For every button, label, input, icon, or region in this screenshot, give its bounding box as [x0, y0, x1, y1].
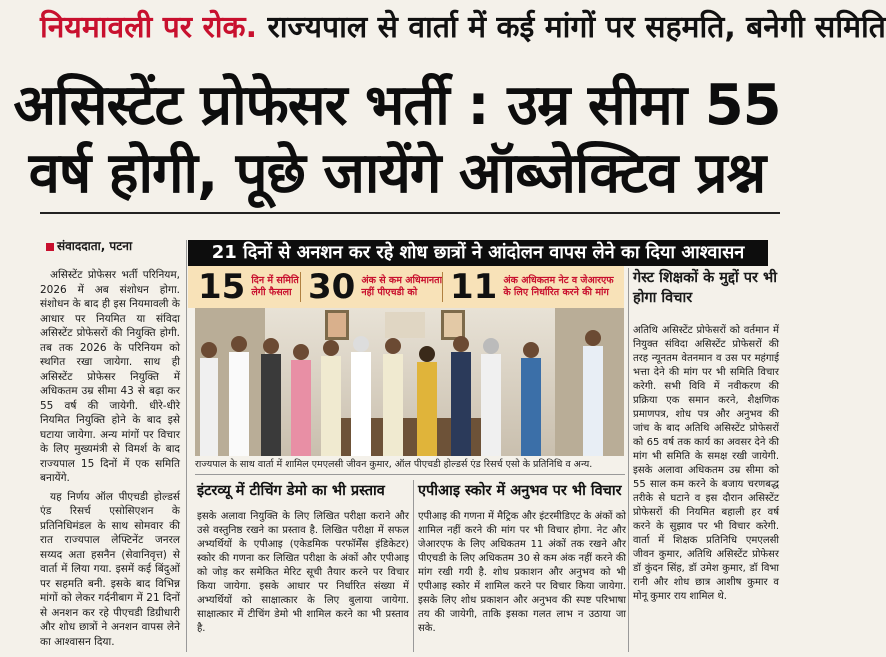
stat-item [308, 266, 442, 308]
headline-line-1: असिस्टेंट प्रोफेसर भर्ती : उम्र सीमा 55 [13, 73, 781, 138]
left-column [40, 268, 180, 652]
guest-body: अतिथि असिस्टेंट प्रोफेसरों को वर्तमान में नियुक्त संविदा असिस्टेंट प्रोफेसरों की तरह न्यूनतम वेतनमान व उस पर महंगाई भत्ता देने की मांग पर भी समिति विचार करेगी. सभी विवि में नवीकरण की प्रक्रिया एक समान करने, शैक्षणिक प्रमाणपत्र, शोध पत्र और अनुभव की जांच के बाद अतिथि असिस्टेंट प्रोफेसरों को 65 वर्ष तक कार्य का अवसर देने की मांग भी समिति के समक्ष रखी जायेगी. इसके अलावा अधिकतम उम्र सीमा को 55 साल कम करने के बजाय चरणबद्ध तरीके से घटाने व इस दौरान असिस्टेंट प्रोफेसरों की नियमित बहाली हर वर्ष करने के सुझाव पर भी विचार करेगी. वार्ता में शिक्षक प्रतिनिधि एमएलसी जीवन कुमार, अतिथि असिस्टेंट प्रोफेसर डॉ कुंदन सिंह, डॉ उमेश कुमार, डॉ विभा रानी और शोध छात्र आशीष कुमार व मोनू कुमार राय शामिल थे. [633, 325, 779, 602]
stat-item [198, 266, 299, 308]
meeting-photo-illustration [195, 308, 624, 456]
headline-line-2: वर्ष होगी, पूछे जायेंगे ऑब्जेक्टिव प्रश्न [28, 141, 766, 206]
left-column-para-1: असिस्टेंट प्रोफेसर भर्ती परिनियम, 2026 में अब संशोधन होगा. संशोधन के बाद ही इस नियमावली के आधार पर नियमित या संविदा असिस्टेंट प्रोफेसरों की नियुक्ति होगी. तब तक 2026 के परिनियम को स्थगित रखा जायेगा. साथ ही असिस्टेंट प्रोफेसर नियुक्ति में अधिकतम उम्र सीमा 43 से बढ़ा कर 55 वर्ष की जायेगी. धीरे-धीरे नियमित नियुक्ति होने के बाद इसे घटाया जायेगा. अन्य मांगों पर विचार के लिए मुख्यमंत्री से विमर्श के बाद राज्यपाल 15 दिनों में एक समिति बनायेंगे. [40, 269, 180, 484]
stats-bar [188, 266, 624, 308]
meeting-photo [195, 308, 624, 456]
column-divider-left [186, 240, 187, 652]
stat-divider [442, 272, 443, 302]
api-heading: एपीआइ स्कोर में अनुभव पर भी विचार [418, 483, 622, 499]
interview-heading: इंटरव्यू में टीचिंग डेमो का भी प्रस्ताव [197, 483, 385, 499]
stat-text: अंक से कम अधिमानता नहीं पीएचडी को [361, 275, 443, 298]
column-divider-mid [413, 480, 414, 652]
kicker-black: राज्यपाल से वार्ता में कई मांगों पर सहमति, बनेगी समिति [267, 10, 886, 45]
stat-item [450, 266, 614, 308]
api-body: एपीआइ की गणना में मैट्रिक और इंटरमीडिएट के अंकों को शामिल नहीं करने की मांग पर भी विचार होगा. नेट और जेआरएफ के लिए अधिकतम 11 अंकों तक रखने और पीएचडी के लिए अधिकतम 30 से कम अंक नहीं करने की मांग रखी गयी है. शोध प्रकाशन और अनुभव को भी एपीआइ स्कोर में शामिल करने पर विचार किया जायेगा. इसके लिए शोध प्रकाशन और अनुभव की स्पष्ट परिभाषा तय की जायेगी, ताकि इसका गलत लाभ न उठाया जा सके. [418, 511, 626, 634]
byline-marker-icon [46, 243, 54, 251]
guest-heading: गेस्ट शिक्षकों के मुद्दों पर भी होगा विचार [633, 270, 777, 306]
byline-text: संवाददाता, पटना [57, 239, 133, 253]
headline-rule [40, 212, 780, 214]
stat-number: 15 [198, 267, 246, 307]
kicker-line [0, 4, 886, 52]
left-column-para-2: यह निर्णय ऑल पीएचडी होल्डर्स एंड रिसर्च एसोसिएशन के प्रतिनिधिमंडल के साथ सोमवार की रात राज्यपाल लेफ्टिनेंट जनरल सय्यद अता हसनैन (सेवानिवृत्त) से वार्ता में लिया गया. इसमें कई बिंदुओं पर सहमति बनी. इसके बाद विभिन्न मांगों को लेकर गर्दनीबाग में 21 दिनों से अनशन कर रहे पीएचडी डिग्रीधारी और शोध छात्रों ने अनशन वापस लेने का आश्वासन दिया. [40, 490, 180, 648]
interview-body: इसके अलावा नियुक्ति के लिए लिखित परीक्षा कराने और उसे वस्तुनिष्ठ रखने का प्रस्ताव है. लिखित परीक्षा में सफल अभ्यर्थियों के एपीआइ (एकेडमिक परफॉर्मेंस इंडिकेटर) स्कोर की गणना कर लिखित परीक्षा के अंकों और एपीआइ को जोड़ कर समेकित मेरिट सूची तैयार करने पर विचार किया जायेगा. इसके आधार पर निर्धारित संख्या में अभ्यर्थियों को साक्षात्कार के लिए बुलाया जायेगा. साक्षात्कार में टीचिंग डेमो भी शामिल करने का भी प्रस्ताव है. [197, 511, 409, 634]
column-divider-right [628, 268, 629, 652]
byline [46, 237, 132, 254]
kicker-red: नियमावली पर रोक. [40, 10, 257, 45]
stat-number: 11 [450, 267, 498, 307]
stat-text: दिन में समिति लेगी फैसला [251, 275, 299, 298]
ribbon-heading: 21 दिनों से अनशन कर रहे शोध छात्रों ने आंदोलन वापस लेने का दिया आश्वासन [188, 240, 768, 266]
stat-number: 30 [308, 267, 356, 307]
stat-text: अंक अधिकतम नेट व जेआरएफ के लिए निर्धारित करने की मांग [503, 275, 614, 298]
photo-caption: राज्यपाल के साथ वार्ता में शामिल एमएलसी जीवन कुमार, ऑल पीएचडी होल्डर्स एंड रिसर्च एसो के प्रतिनिधि व अन्य. [195, 459, 593, 470]
caption-rule [195, 474, 625, 475]
stat-divider [300, 272, 301, 302]
